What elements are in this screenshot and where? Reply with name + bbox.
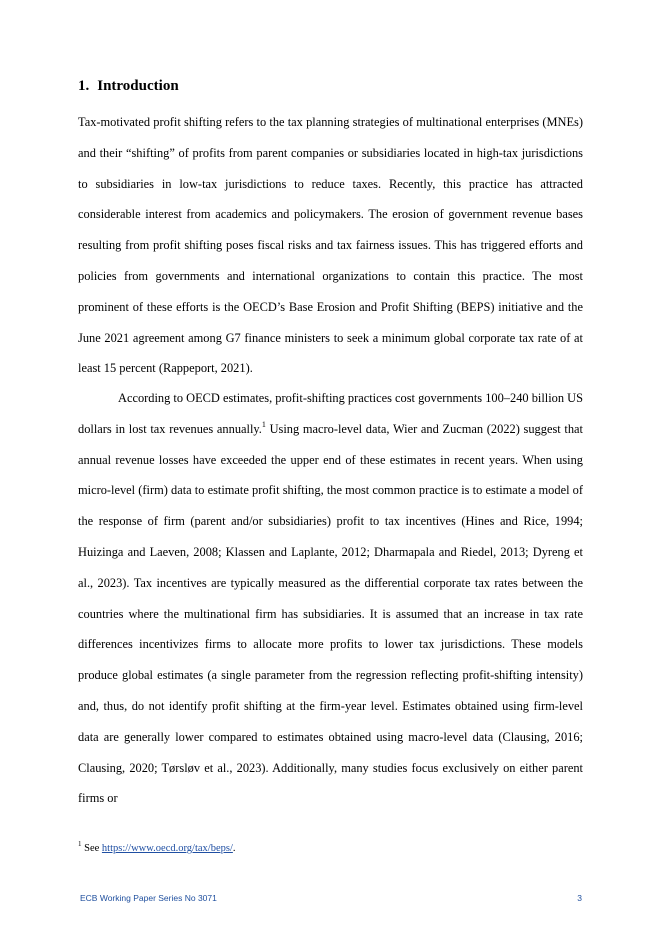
paragraph-estimates-part1: According to OECD estimates, profit-shifting practices cost governments 100–240 billion US dollars in lost tax revenues annually. [78, 391, 583, 436]
footnote-marker: 1 [78, 839, 82, 848]
oecd-beps-link[interactable]: https://www.oecd.org/tax/beps/ [101, 843, 233, 854]
paragraph-estimates [78, 383, 583, 814]
section-number: 1. [78, 78, 90, 94]
footer-series: ECB Working Paper Series No 3071 [80, 893, 217, 903]
paragraph-intro: Tax-motivated profit shifting refers to the tax planning strategies of multinational enterprises (MNEs) and their “shifting” of profits from parent companies or subsidiaries located in high-tax jurisdictions to subsidiaries in low-tax jurisdictions to reduce taxes. Recently, this practice has attracted considerable interest from academics and policymakers. The erosion of government revenue bases resulting from profit shifting poses fiscal risks and tax fairness issues. This has triggered efforts and policies from governments and international organizations to contain this practice. The most prominent of these efforts is the OECD’s Base Erosion and Profit Shifting (BEPS) initiative and the June 2021 agreement among G7 finance ministers to seek a minimum global corporate tax rate of at least 15 percent (Rappeport, 2021). [78, 115, 583, 376]
footnote-reference[interactable]: 1 [261, 419, 266, 429]
footnote-suffix: . [232, 843, 236, 854]
paragraph-estimates-part2: Using macro-level data, Wier and Zucman (2022) suggest that annual revenue losses have exceeded the upper end of these estimates in recent years. When using micro-level (firm) data to estimate profit shifting, the most common practice is to estimate a model of the response of firm (parent and/or subsidiaries) profit to tax incentives (Hines and Rice, 1994; Huizinga and Laeven, 2008; Klassen and Laplante, 2012; Dharmapala and Riedel, 2013; Dyreng et al., 2023). Tax incentives are typically measured as the differential corporate tax rates between the countries where the multinational firm has subsidiaries. It is assumed that an increase in tax rate differences incentivizes firms to allocate more profits to lower tax jurisdictions. These models produce global estimates (a single parameter from the regression reflecting profit-shifting intensity) and, thus, do not identify profit shifting at the firm-year level. Estimates obtained using firm-level data are generally lower compared to estimates obtained using macro-level data (Clausing, 2016; Clausing, 2020; Tørsløv et al., 2023). Additionally, many studies focus exclusively on either parent firms or [78, 421, 583, 806]
footnote-prefix: See [81, 843, 102, 854]
section-title: Introduction [97, 78, 179, 94]
section-heading [78, 78, 179, 95]
page-number: 3 [577, 893, 582, 903]
footnote [78, 839, 236, 854]
